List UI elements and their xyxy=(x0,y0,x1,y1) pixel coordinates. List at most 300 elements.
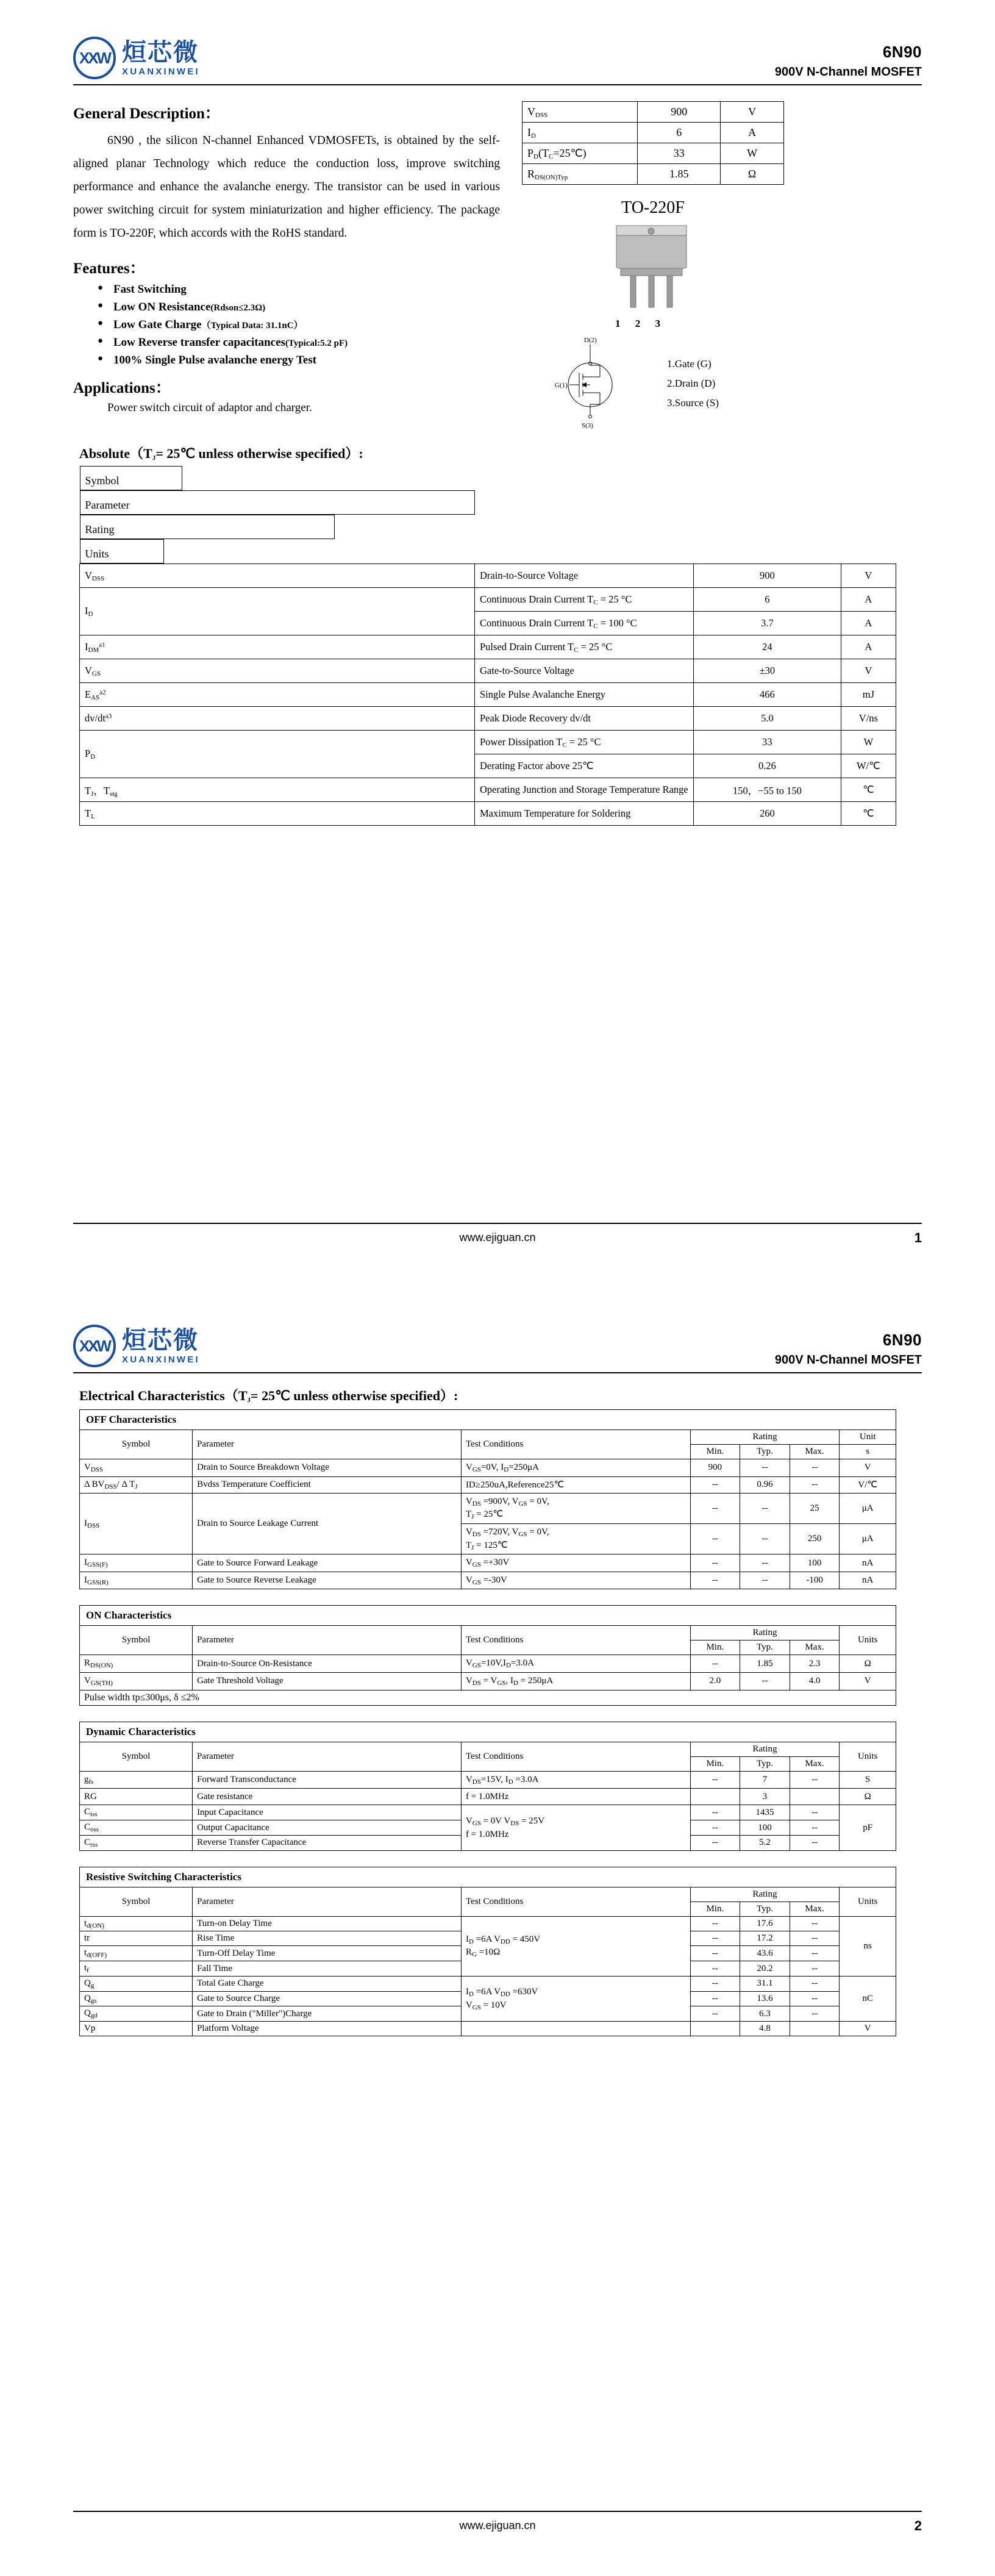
row-max: -- xyxy=(790,1476,840,1493)
spec-symbol: $P_D(T_C=25℃)$ xyxy=(522,143,638,164)
row-max: -- xyxy=(790,1805,840,1820)
section-title: Resistive Switching Characteristics xyxy=(80,1867,896,1887)
spec-value: 900 xyxy=(638,102,721,123)
section-title: ON Characteristics xyxy=(80,1606,896,1626)
row-min: -- xyxy=(690,1524,740,1555)
row-unit: W xyxy=(841,731,896,754)
row-rating: 466 xyxy=(694,683,841,707)
row-typ: -- xyxy=(740,1459,790,1477)
company-logo xyxy=(73,1325,200,1367)
row-typ: -- xyxy=(740,1673,790,1690)
header-divider xyxy=(73,1372,922,1373)
page-footer xyxy=(73,1223,922,1244)
col-units: Units xyxy=(840,1742,896,1771)
table-row xyxy=(80,1789,896,1805)
col-units: Units xyxy=(80,539,164,564)
row-symbol: $I_{GSS(F)}$ xyxy=(80,1555,193,1572)
row-typ: 13.6 xyxy=(740,1991,790,2006)
row-unit: V/ns xyxy=(841,707,896,731)
spec-unit: Ω xyxy=(721,164,784,185)
pulse-note: Pulse width tp≤300μs, δ ≤2% xyxy=(80,1690,896,1705)
row-parameter: Maximum Temperature for Soldering xyxy=(475,802,694,826)
page-header xyxy=(73,1325,922,1371)
row-test: $V_{DS} =900V$, $V_{GS} = 0V$, $T_J$ = 25℃ xyxy=(461,1493,690,1523)
footer-divider xyxy=(73,2511,922,2512)
company-logo xyxy=(73,37,200,79)
row-parameter: Drain to Source Breakdown Voltage xyxy=(193,1459,462,1477)
row-min: -- xyxy=(690,1771,740,1789)
logo-mark-text: XXW xyxy=(79,48,110,67)
col-min: Min. xyxy=(690,1902,740,1916)
spec-unit: V xyxy=(721,102,784,123)
row-parameter: Fall Time xyxy=(193,1961,462,1977)
table-row xyxy=(80,778,896,802)
table-header-row xyxy=(80,466,896,564)
row-parameter: Forward Transconductance xyxy=(193,1771,462,1789)
logo-mark-icon xyxy=(73,37,116,79)
row-test xyxy=(461,2022,690,2036)
row-parameter: Single Pulse Avalanche Energy xyxy=(475,683,694,707)
on-characteristics-table xyxy=(79,1605,896,1705)
pin-numbers: 1 2 3 xyxy=(615,318,666,329)
row-parameter: Reverse Transfer Capacitance xyxy=(193,1835,462,1850)
col-max: Max. xyxy=(790,1756,840,1771)
row-max: -- xyxy=(790,1459,840,1477)
row-unit: Ω xyxy=(840,1655,896,1673)
table-row xyxy=(80,588,896,612)
table-row xyxy=(80,1916,896,1931)
general-description-title: General Description： xyxy=(73,106,220,122)
col-test-conditions: Test Conditions xyxy=(461,1626,690,1655)
spec-symbol: $V_{DSS}$ xyxy=(522,102,638,123)
row-parameter: Gate to Source Forward Leakage xyxy=(193,1555,462,1572)
row-test: $V_{GS} =-30V$ xyxy=(461,1572,690,1589)
col-test-conditions: Test Conditions xyxy=(461,1887,690,1916)
row-unit: V xyxy=(840,1673,896,1690)
row-parameter: Gate to Source Reverse Leakage xyxy=(193,1572,462,1589)
row-max: -- xyxy=(790,1916,840,1931)
row-test: $V_{DS} =720V$, $V_{GS} = 0V$, $T_J$ = 125℃ xyxy=(461,1524,690,1555)
feature-item: ● Fast Switching xyxy=(98,283,500,296)
brand-name-en: XUANXINWEI xyxy=(122,66,200,77)
row-symbol: $I_{DM}^{a1}$ xyxy=(80,635,475,659)
table-row xyxy=(522,123,784,143)
col-parameter: Parameter xyxy=(193,1626,462,1655)
row-test: $I_D =6A$ $V_{DD} = 450V$ $R_G =10\Omega$ xyxy=(461,1916,690,1976)
row-max xyxy=(790,1789,840,1805)
row-parameter: Operating Junction and Storage Temperature Range xyxy=(475,778,694,802)
part-subtitle: 900V N-Channel MOSFET xyxy=(774,65,922,79)
row-parameter: Platform Voltage xyxy=(193,2022,462,2036)
row-test: $V_{GS}=0V$, $I_D=250\mu A$ xyxy=(461,1459,690,1477)
col-min: Min. xyxy=(690,1445,740,1459)
row-parameter: Drain-to-Source On-Resistance xyxy=(193,1655,462,1673)
pin-item: 1.Gate (G) xyxy=(667,357,711,370)
row-test: $V_{GS} =+30V$ xyxy=(461,1555,690,1572)
col-parameter: Parameter xyxy=(193,1430,462,1459)
row-unit: A xyxy=(841,588,896,612)
logo-mark-icon xyxy=(73,1325,116,1367)
table-section-title-row xyxy=(80,1410,896,1430)
row-symbol: Vp xyxy=(80,2022,193,2036)
row-parameter: Turn-on Delay Time xyxy=(193,1916,462,1931)
header-divider xyxy=(73,84,922,85)
row-typ: 7 xyxy=(740,1771,790,1789)
row-rating: 5.0 xyxy=(694,707,841,731)
mosfet-schematic-icon xyxy=(518,335,658,432)
row-max: -- xyxy=(790,1961,840,1977)
table-row xyxy=(80,1690,896,1705)
row-unit: pF xyxy=(840,1805,896,1850)
page-footer xyxy=(73,2511,922,2532)
row-min: 2.0 xyxy=(690,1673,740,1690)
row-symbol: $C_{oss}$ xyxy=(80,1820,193,1836)
feature-item: ● Low Reverse transfer capacitances(Typical:5.2 pF) xyxy=(98,336,500,349)
row-max: -- xyxy=(790,1991,840,2006)
row-min: -- xyxy=(690,2006,740,2022)
row-unit: V xyxy=(840,2022,896,2036)
row-symbol: $V_{DSS}$ xyxy=(80,564,475,588)
row-unit: μA xyxy=(840,1493,896,1523)
row-test: $V_{DS} = V_{GS}$, $I_D = 250\mu A$ xyxy=(461,1673,690,1690)
table-row xyxy=(80,1572,896,1589)
row-max: -- xyxy=(790,1771,840,1789)
row-symbol: $t_{d(ON)}$ xyxy=(80,1916,193,1931)
col-units: Units xyxy=(840,1626,896,1655)
row-max: -100 xyxy=(790,1572,840,1589)
col-rating: Rating xyxy=(690,1887,840,1902)
table-row xyxy=(80,659,896,683)
footer-url[interactable]: www.ejiguan.cn xyxy=(459,2519,536,2531)
row-min: -- xyxy=(690,1991,740,2006)
row-min: -- xyxy=(690,1835,740,1850)
row-min: -- xyxy=(690,1820,740,1836)
row-min: 900 xyxy=(690,1459,740,1477)
col-max: Max. xyxy=(790,1902,840,1916)
col-typ: Typ. xyxy=(740,1445,790,1459)
summary-spec-table xyxy=(522,101,784,185)
col-parameter: Parameter xyxy=(193,1887,462,1916)
feature-item: ● Low ON Resistance(Rdson≤2.3Ω) xyxy=(98,301,500,314)
row-parameter: Peak Diode Recovery dv/dt xyxy=(475,707,694,731)
row-symbol: Δ $BV_{DSS}/$ Δ $T_J$ xyxy=(80,1476,193,1493)
row-unit: A xyxy=(841,635,896,659)
row-typ: 1435 xyxy=(740,1805,790,1820)
col-min: Min. xyxy=(690,1756,740,1771)
col-typ: Typ. xyxy=(740,1640,790,1655)
row-parameter: Bvdss Temperature Coefficient xyxy=(193,1476,462,1493)
row-unit: μA xyxy=(840,1524,896,1555)
row-test: $I_D =6A$ $V_{DD} =630V$ $V_{GS} = 10V$ xyxy=(461,1976,690,2021)
row-rating: 150，−55 to 150 xyxy=(694,778,841,802)
row-min: -- xyxy=(690,1572,740,1589)
to220f-package-icon xyxy=(583,223,723,314)
spec-symbol: $R_{DS(ON)Typ}$ xyxy=(522,164,638,185)
col-parameter: Parameter xyxy=(193,1742,462,1771)
table-row xyxy=(80,2022,896,2036)
resistive-switching-table xyxy=(79,1867,896,2037)
row-parameter: Gate to Source Charge xyxy=(193,1991,462,2006)
brand-name-cn: 烜芯微 xyxy=(122,38,199,66)
row-parameter: Gate-to-Source Voltage xyxy=(475,659,694,683)
table-row xyxy=(80,683,896,707)
row-unit: W/℃ xyxy=(841,754,896,778)
row-min: -- xyxy=(690,1946,740,1961)
feature-item: ● Low Gate Charge（Typical Data: 31.1nC） xyxy=(98,318,500,332)
row-symbol: $C_{iss}$ xyxy=(80,1805,193,1820)
row-symbol: $R_{DS(ON)}$ xyxy=(80,1655,193,1673)
row-rating: 900 xyxy=(694,564,841,588)
row-typ: 1.85 xyxy=(740,1655,790,1673)
row-unit: nA xyxy=(840,1555,896,1572)
row-test: ID≥250uA,Reference25℃ xyxy=(461,1476,690,1493)
row-max: 100 xyxy=(790,1555,840,1572)
row-symbol: $dv/dt^{a3}$ xyxy=(80,707,475,731)
col-symbol: Symbol xyxy=(80,1430,193,1459)
table-row xyxy=(80,635,896,659)
feature-item: ● 100% Single Pulse avalanche energy Test xyxy=(98,354,500,367)
svg-text:G(1): G(1) xyxy=(555,382,568,389)
row-max: -- xyxy=(790,1835,840,1850)
row-test: $V_{DS}=15V$, $I_D =3.0A$ xyxy=(461,1771,690,1789)
row-unit: A xyxy=(841,612,896,635)
row-unit: V xyxy=(840,1459,896,1477)
row-parameter: Gate Threshold Voltage xyxy=(193,1673,462,1690)
row-max xyxy=(790,2022,840,2036)
row-min: -- xyxy=(690,1916,740,1931)
col-test-conditions: Test Conditions xyxy=(461,1742,690,1771)
row-max: -- xyxy=(790,2006,840,2022)
row-symbol: $t_{d(OFF)}$ xyxy=(80,1946,193,1961)
applications-text: Power switch circuit of adaptor and charger. xyxy=(107,401,312,415)
table-section-title-row xyxy=(80,1606,896,1626)
row-rating: 6 xyxy=(694,588,841,612)
table-row xyxy=(80,1673,896,1690)
row-min xyxy=(690,2022,740,2036)
col-max: Max. xyxy=(790,1640,840,1655)
footer-divider xyxy=(73,1223,922,1224)
row-unit: Ω xyxy=(840,1789,896,1805)
row-unit: mJ xyxy=(841,683,896,707)
dynamic-characteristics-table xyxy=(79,1722,896,1851)
package-drawing xyxy=(522,223,784,330)
table-header-row xyxy=(80,1430,896,1445)
row-test: $V_{GS}=10V,I_D=3.0A$ xyxy=(461,1655,690,1673)
features-title: Features： xyxy=(73,260,145,277)
part-number: 6N90 xyxy=(882,1331,922,1349)
row-rating: ±30 xyxy=(694,659,841,683)
row-parameter: Gate to Drain ("Miller")Charge xyxy=(193,2006,462,2022)
col-typ: Typ. xyxy=(740,1902,790,1916)
table-row xyxy=(80,1655,896,1673)
section-title: OFF Characteristics xyxy=(80,1410,896,1430)
row-min: -- xyxy=(690,1931,740,1946)
row-min: -- xyxy=(690,1976,740,1991)
absolute-max-table xyxy=(79,466,896,826)
row-min: -- xyxy=(690,1961,740,1977)
row-symbol: $Q_{gd}$ xyxy=(80,2006,193,2022)
page-header xyxy=(73,37,922,83)
page-2 xyxy=(0,1288,995,2576)
row-symbol: $g_{fs}$ xyxy=(80,1771,193,1789)
row-test: f = 1.0MHz xyxy=(461,1789,690,1805)
table-row xyxy=(522,102,784,123)
pin-function-list xyxy=(667,354,719,413)
row-max: -- xyxy=(790,1946,840,1961)
row-min: -- xyxy=(690,1805,740,1820)
general-description-text: 6N90 , the silicon N-channel Enhanced VDMOSFETs, is obtained by the self-aligned planar Technology which reduce the conduction loss, improve switching performance and enhance the avalanche energy. The transistor can be used in various power switching circuit for system miniaturization and higher efficiency. The package form is TO-220F, which accords with the RoHS standard. xyxy=(73,134,500,240)
row-min: -- xyxy=(690,1476,740,1493)
row-max: 250 xyxy=(790,1524,840,1555)
row-symbol: $C_{rss}$ xyxy=(80,1835,193,1850)
row-symbol: $E_{AS}^{a2}$ xyxy=(80,683,475,707)
col-symbol: Symbol xyxy=(80,466,182,490)
spec-unit: W xyxy=(721,143,784,164)
footer-url[interactable]: www.ejiguan.cn xyxy=(459,1231,536,1243)
table-section-title-row xyxy=(80,1722,896,1742)
row-parameter: Drain-to-Source Voltage xyxy=(475,564,694,588)
row-symbol: $I_{DSS}$ xyxy=(80,1493,193,1554)
table-row xyxy=(80,707,896,731)
table-row xyxy=(80,564,896,588)
row-symbol: $Q_{gs}$ xyxy=(80,1991,193,2006)
row-symbol: $I_{GSS(R)}$ xyxy=(80,1572,193,1589)
row-symbol: tr xyxy=(80,1931,193,1946)
features-list xyxy=(73,283,500,367)
section-title: Dynamic Characteristics xyxy=(80,1722,896,1742)
pin-item: 2.Drain (D) xyxy=(667,377,716,389)
row-unit: nA xyxy=(840,1572,896,1589)
absolute-max-title: $Absolute(T_J=$ 25℃ unless otherwise specified）: xyxy=(79,446,363,462)
row-typ: 17.6 xyxy=(740,1916,790,1931)
part-number: 6N90 xyxy=(882,43,922,61)
row-unit: nC xyxy=(840,1976,896,2021)
col-symbol: Symbol xyxy=(80,1887,193,1916)
row-symbol: $V_{DSS}$ xyxy=(80,1459,193,1477)
row-parameter: Turn-Off Delay Time xyxy=(193,1946,462,1961)
off-characteristics-table xyxy=(79,1409,896,1589)
row-unit: ℃ xyxy=(841,778,896,802)
col-rating: Rating xyxy=(690,1430,840,1445)
svg-text:D(2): D(2) xyxy=(584,337,597,344)
row-symbol: $V_{GS(TH)}$ xyxy=(80,1673,193,1690)
row-max: 4.0 xyxy=(790,1673,840,1690)
row-parameter: Total Gate Charge xyxy=(193,1976,462,1991)
row-parameter: Power Dissipation $T_C = 25$ °C xyxy=(475,731,694,754)
col-max: Max. xyxy=(790,1445,840,1459)
table-row xyxy=(80,731,896,754)
row-symbol: $T_J$，$T_{stg}$ xyxy=(80,778,475,802)
row-typ: 31.1 xyxy=(740,1976,790,1991)
col-symbol: Symbol xyxy=(80,1626,193,1655)
row-symbol: $P_D$ xyxy=(80,731,475,778)
col-typ: Typ. xyxy=(740,1756,790,1771)
row-max: 25 xyxy=(790,1493,840,1523)
row-symbol: $I_D$ xyxy=(80,588,475,635)
row-rating: 33 xyxy=(694,731,841,754)
row-symbol: $V_{GS}$ xyxy=(80,659,475,683)
row-parameter: Continuous Drain Current $T_C = 100$ °C xyxy=(475,612,694,635)
table-row xyxy=(80,1459,896,1477)
col-rating: Rating xyxy=(690,1742,840,1756)
row-max: -- xyxy=(790,1976,840,1991)
table-row xyxy=(80,1493,896,1523)
row-typ: 5.2 xyxy=(740,1835,790,1850)
row-typ: 3 xyxy=(740,1789,790,1805)
spec-value: 33 xyxy=(638,143,721,164)
row-symbol: RG xyxy=(80,1789,193,1805)
row-parameter: Pulsed Drain Current $T_C = 25$ °C xyxy=(475,635,694,659)
logo-mark-text: XXW xyxy=(79,1336,110,1355)
page-number: 2 xyxy=(914,2518,922,2533)
row-max: 2.3 xyxy=(790,1655,840,1673)
col-symbol: Symbol xyxy=(80,1742,193,1771)
row-rating: 24 xyxy=(694,635,841,659)
row-rating: 260 xyxy=(694,802,841,826)
electrical-characteristics-title: Electrical $Characteristics(T_J=$ 25℃ unless otherwise specified）: xyxy=(79,1388,458,1404)
table-row xyxy=(80,1805,896,1820)
row-unit: V xyxy=(841,564,896,588)
row-symbol: $t_f$ xyxy=(80,1961,193,1977)
row-unit: S xyxy=(840,1771,896,1789)
svg-text:S(3): S(3) xyxy=(582,422,593,429)
row-parameter: Output Capacitance xyxy=(193,1820,462,1836)
row-typ: 4.8 xyxy=(740,2022,790,2036)
col-rating: Rating xyxy=(80,515,335,539)
row-min xyxy=(690,1789,740,1805)
row-symbol: $Q_g$ xyxy=(80,1976,193,1991)
row-typ: -- xyxy=(740,1493,790,1523)
col-test-conditions: Test Conditions xyxy=(461,1430,690,1459)
spec-value: 6 xyxy=(638,123,721,143)
row-min: -- xyxy=(690,1555,740,1572)
brand-name-cn: 烜芯微 xyxy=(122,1326,199,1354)
col-rating: Rating xyxy=(690,1626,840,1640)
row-typ: 17.2 xyxy=(740,1931,790,1946)
table-row xyxy=(80,1976,896,1991)
row-typ: 43.6 xyxy=(740,1946,790,1961)
row-max: -- xyxy=(790,1820,840,1836)
brand-name-en: XUANXINWEI xyxy=(122,1354,200,1365)
col-min: Min. xyxy=(690,1640,740,1655)
row-max: -- xyxy=(790,1931,840,1946)
table-row xyxy=(522,164,784,185)
row-typ: -- xyxy=(740,1555,790,1572)
row-unit: V xyxy=(841,659,896,683)
row-typ: -- xyxy=(740,1524,790,1555)
applications-title: Applications： xyxy=(73,380,171,397)
table-section-title-row xyxy=(80,1867,896,1887)
col-parameter: Parameter xyxy=(80,490,475,515)
row-parameter: Gate resistance xyxy=(193,1789,462,1805)
row-min: -- xyxy=(690,1493,740,1523)
table-header-row xyxy=(80,1887,896,1902)
row-typ: 100 xyxy=(740,1820,790,1836)
table-row xyxy=(522,143,784,164)
row-rating: 3.7 xyxy=(694,612,841,635)
row-typ: 6.3 xyxy=(740,2006,790,2022)
row-unit: ns xyxy=(840,1916,896,1976)
spec-value: 1.85 xyxy=(638,164,721,185)
row-rating: 0.26 xyxy=(694,754,841,778)
row-parameter: Continuous Drain Current $T_C = 25$ °C xyxy=(475,588,694,612)
row-test: $V_{GS} = 0V$ $V_{DS} = 25V$ f = 1.0MHz xyxy=(461,1805,690,1850)
spec-symbol: $I_D$ xyxy=(522,123,638,143)
row-min: -- xyxy=(690,1655,740,1673)
spec-unit: A xyxy=(721,123,784,143)
row-unit: ℃ xyxy=(841,802,896,826)
table-row xyxy=(80,1555,896,1572)
